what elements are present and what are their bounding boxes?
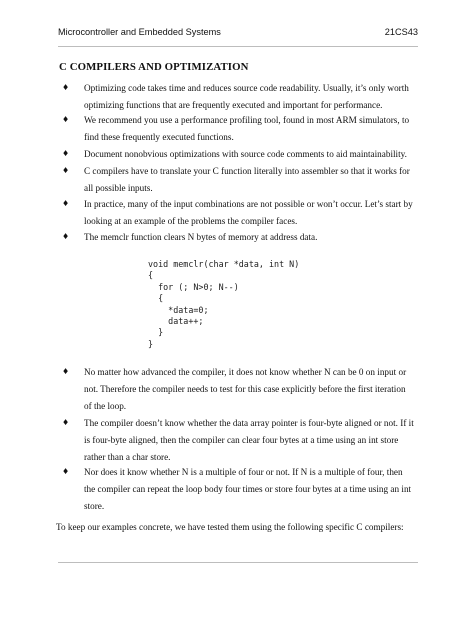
text-line: is four-byte aligned, then the compiler can clear four bytes at a time using an int store [84, 434, 399, 445]
bullet-icon: ♦ [62, 232, 70, 241]
list-item-text [84, 163, 424, 197]
text-line: all possible inputs. [84, 182, 153, 193]
bullet-icon: ♦ [62, 149, 70, 158]
list-item-text [84, 364, 424, 414]
text-line: find these frequently executed functions. [84, 131, 234, 142]
bullet-icon: ♦ [62, 199, 70, 208]
bullet-icon: ♦ [62, 166, 70, 175]
list-item-text [84, 80, 424, 114]
text-line: rather than a char store. [84, 451, 171, 462]
list-item-text [84, 196, 424, 230]
list-item-text [84, 229, 424, 246]
text-line: In practice, many of the input combinations are not possible or won’t occur. Let’s start by [84, 199, 413, 209]
text-line: not. Therefore the compiler needs to test for this case explicitly before the first iteration [84, 383, 406, 394]
section-title: C COMPILERS AND OPTIMIZATION [59, 61, 249, 73]
list-item-text [84, 415, 424, 465]
text-line: of the loop. [84, 400, 127, 411]
code-block [148, 259, 299, 350]
bullet-icon: ♦ [62, 418, 70, 427]
text-line: the compiler can repeat the loop body four times or store four bytes at a time using an int [84, 483, 412, 494]
bullet-icon: ♦ [62, 367, 70, 376]
code-line: { [148, 270, 154, 281]
code-line: } [148, 338, 154, 349]
text-line: store. [84, 500, 105, 511]
header-divider [58, 46, 418, 47]
footer-divider [58, 562, 418, 563]
text-line: optimizing functions that are frequently executed and important for performance. [84, 99, 383, 110]
bullet-icon: ♦ [62, 83, 70, 92]
text-line: looking at an example of the problems the compiler faces. [84, 215, 298, 226]
bullet-icon: ♦ [62, 467, 70, 476]
course-code: 21CS43 [384, 27, 418, 37]
text-line: C compilers have to translate your C function literally into assembler so that it works for [84, 166, 410, 176]
page-header [58, 27, 418, 41]
code-line: void memclr(char *data, int N) [148, 259, 300, 269]
text-line: Optimizing code takes time and reduces source code readability. Usually, it’s only worth [84, 83, 409, 93]
text-line: Document nonobvious optimizations with source code comments to aid maintainability. [84, 149, 407, 159]
list-item-text [84, 112, 424, 146]
text-line: No matter how advanced the compiler, it does not know whether N can be 0 on input or [84, 367, 407, 377]
code-line: for (; N>0; N--) [148, 281, 239, 292]
closing-paragraph: To keep our examples concrete, we have tested them using the following specific C compilers: [56, 522, 404, 532]
code-line: { [148, 293, 164, 304]
text-line: The memclr function clears N bytes of memory at address data. [84, 232, 318, 242]
bullet-icon: ♦ [62, 115, 70, 124]
text-line: We recommend you use a performance profiling tool, found in most ARM simulators, to [84, 115, 410, 125]
text-line: The compiler doesn’t know whether the data array pointer is four-byte aligned or not. If it [84, 418, 414, 428]
course-title: Microcontroller and Embedded Systems [58, 27, 221, 37]
code-line: data++; [148, 316, 204, 327]
list-item-text [84, 146, 424, 163]
list-item-text [84, 464, 424, 514]
code-line: *data=0; [148, 304, 209, 315]
code-line: } [148, 327, 164, 338]
text-line: Nor does it know whether N is a multiple of four or not. If N is a multiple of four, then [84, 467, 403, 477]
